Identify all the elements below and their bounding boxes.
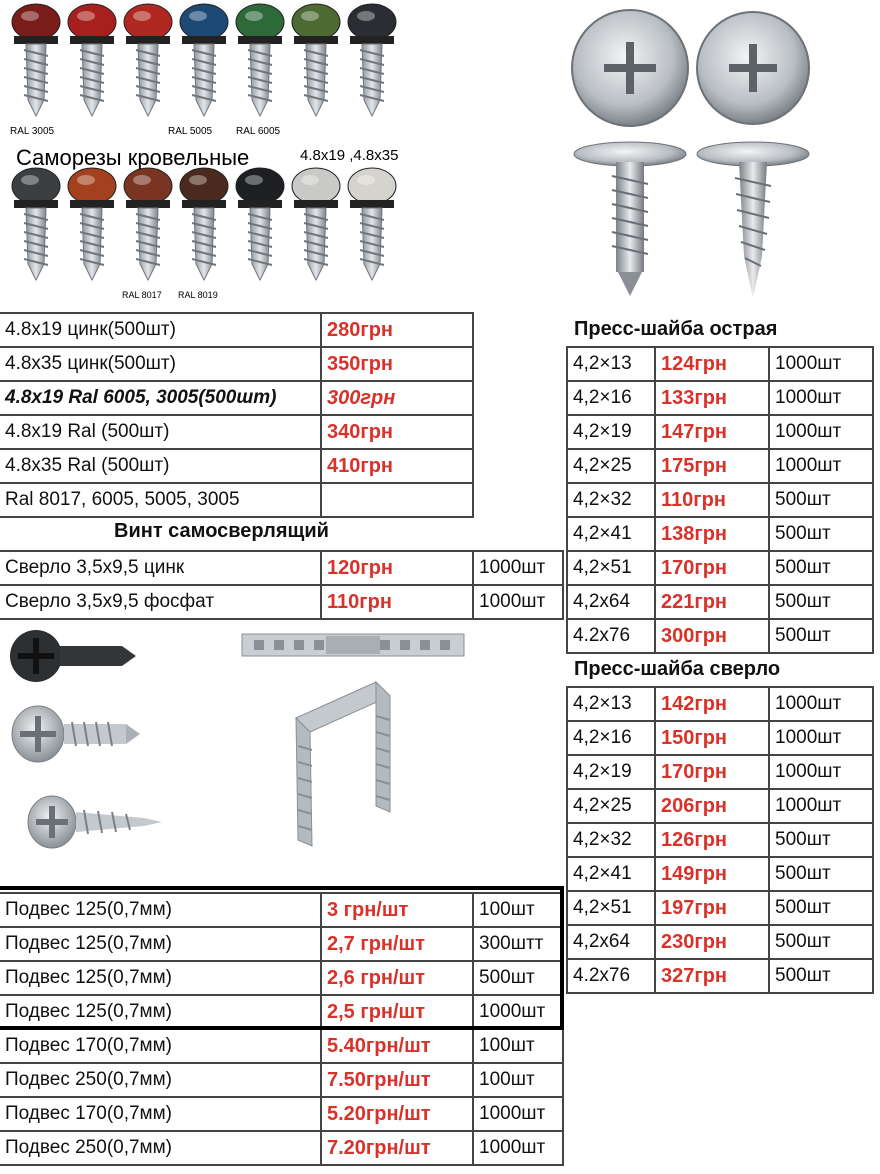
- press-sharp-row-price: 110грн: [654, 482, 770, 518]
- ral-label-8019: RAL 8019: [178, 290, 218, 300]
- press-drill-row-price: 149грн: [654, 856, 770, 892]
- podves-highlight-frame: [0, 886, 564, 1030]
- vint-row-qty: 1000шт: [472, 550, 564, 586]
- roofing-row-price: [320, 482, 474, 518]
- vint-row-name: Сверло 3,5х9,5 фосфат: [0, 584, 322, 620]
- ral-label-6005: RAL 6005: [236, 126, 281, 137]
- vint-row-qty: 1000шт: [472, 584, 564, 620]
- podves-row-qty: 1000шт: [472, 994, 564, 1030]
- press-drill-row-size: 4.2х76: [566, 958, 656, 994]
- press-drill-row-price: 206грн: [654, 788, 770, 824]
- press-sharp-row-qty: 500шт: [768, 584, 874, 620]
- press-drill-row-size: 4,2х64: [566, 924, 656, 960]
- roofing-row-price: 280грн: [320, 312, 474, 348]
- ral-label-5005: RAL 5005: [168, 126, 213, 137]
- podves-row-price: 2,6 грн/шт: [320, 960, 474, 996]
- press-sharp-row-qty: 500шт: [768, 516, 874, 552]
- press-drill-row-size: 4,2×41: [566, 856, 656, 892]
- podves-row-qty: 500шт: [472, 960, 564, 996]
- vint-row-name: Сверло 3,5х9,5 цинк: [0, 550, 322, 586]
- podves-row-price: 2,7 грн/шт: [320, 926, 474, 962]
- press-sharp-row-size: 4.2х76: [566, 618, 656, 654]
- screw-head-icon: [12, 4, 60, 40]
- press-drill-row-qty: 500шт: [768, 958, 874, 994]
- screw-head-icon: [124, 4, 172, 40]
- press-sharp-row-size: 4,2×13: [566, 346, 656, 382]
- roofing-title: Саморезы кровельные: [16, 145, 250, 170]
- podves-row-price: 5.20грн/шт: [320, 1096, 474, 1132]
- podves-row-qty: 100шт: [472, 1062, 564, 1098]
- press-sharp-row-price: 175грн: [654, 448, 770, 484]
- screw-head-icon: [68, 4, 116, 40]
- press-drill-row-price: 126грн: [654, 822, 770, 858]
- press-sharp-row-qty: 1000шт: [768, 380, 874, 416]
- press-sharp-row-size: 4,2×19: [566, 414, 656, 450]
- press-drill-row-size: 4,2×51: [566, 890, 656, 926]
- press-sharp-row-size: 4,2×51: [566, 550, 656, 586]
- press-drill-row-qty: 1000шт: [768, 720, 874, 756]
- press-sharp-row-price: 300грн: [654, 618, 770, 654]
- press-sharp-row-size: 4,2×16: [566, 380, 656, 416]
- roofing-row-name: 4.8х35 Ral (500шт): [0, 448, 322, 484]
- screw-head-icon: [348, 168, 396, 204]
- podves-row-qty: 1000шт: [472, 1130, 564, 1166]
- press-drill-row-qty: 1000шт: [768, 686, 874, 722]
- screw-head-icon: [348, 4, 396, 40]
- press-drill-row-qty: 500шт: [768, 856, 874, 892]
- press-sharp-heading: Пресс-шайба острая: [574, 318, 778, 340]
- screw-row-bottom: [12, 168, 396, 280]
- press-sharp-row-qty: 1000шт: [768, 414, 874, 450]
- podves-row-price: 7.20грн/шт: [320, 1130, 474, 1166]
- podves-row-qty: 1000шт: [472, 1096, 564, 1132]
- suspension-bracket-image: [240, 626, 470, 854]
- press-drill-row-qty: 500шт: [768, 924, 874, 960]
- podves-row-price: 5.40грн/шт: [320, 1028, 474, 1064]
- screw-head-icon: [180, 4, 228, 40]
- vint-heading: Винт самосверлящий: [114, 520, 329, 542]
- screw-row-top: [12, 4, 396, 116]
- press-sharp-row-price: 138грн: [654, 516, 770, 552]
- podves-row-price: 7.50грн/шт: [320, 1062, 474, 1098]
- press-sharp-row-size: 4,2×41: [566, 516, 656, 552]
- press-drill-row-qty: 1000шт: [768, 788, 874, 824]
- press-sharp-row-price: 147грн: [654, 414, 770, 450]
- press-drill-row-size: 4,2×13: [566, 686, 656, 722]
- press-sharp-row-price: 221грн: [654, 584, 770, 620]
- press-sharp-row-qty: 500шт: [768, 482, 874, 518]
- roofing-row-price: 300грн: [320, 380, 474, 416]
- press-sharp-row-size: 4,2×25: [566, 448, 656, 484]
- roofing-row-name: 4.8х35 цинк(500шт): [0, 346, 322, 382]
- podves-row-name: Подвес 170(0,7мм): [0, 1096, 322, 1132]
- ral-label-8017: RAL 8017: [122, 290, 162, 300]
- podves-row-price: 2,5 грн/шт: [320, 994, 474, 1030]
- vint-row-price: 110грн: [320, 584, 474, 620]
- roofing-screws-image: [0, 0, 402, 302]
- press-drill-row-size: 4,2×16: [566, 720, 656, 756]
- press-sharp-row-qty: 1000шт: [768, 346, 874, 382]
- screw-head-icon: [124, 168, 172, 204]
- screw-head-icon: [236, 168, 284, 204]
- roofing-sizes: 4.8х19 ,4.8х35: [300, 147, 399, 164]
- press-drill-row-size: 4,2×32: [566, 822, 656, 858]
- press-sharp-row-price: 170грн: [654, 550, 770, 586]
- roofing-row-price: 350грн: [320, 346, 474, 382]
- podves-row-name: Подвес 250(0,7мм): [0, 1130, 322, 1166]
- screw-head-icon: [236, 4, 284, 40]
- press-drill-row-size: 4,2×19: [566, 754, 656, 790]
- press-drill-row-price: 142грн: [654, 686, 770, 722]
- press-drill-row-qty: 1000шт: [768, 754, 874, 790]
- press-drill-row-price: 327грн: [654, 958, 770, 994]
- press-drill-row-price: 230грн: [654, 924, 770, 960]
- press-drill-row-qty: 500шт: [768, 822, 874, 858]
- roofing-row-name: 4.8х19 цинк(500шт): [0, 312, 322, 348]
- press-sharp-row-qty: 500шт: [768, 550, 874, 586]
- press-sharp-row-price: 124грн: [654, 346, 770, 382]
- press-sharp-row-qty: 1000шт: [768, 448, 874, 484]
- screw-head-icon: [68, 168, 116, 204]
- podves-row-name: Подвес 170(0,7мм): [0, 1028, 322, 1064]
- podves-row-qty: 100шт: [472, 1028, 564, 1064]
- podves-row-qty: 100шт: [472, 892, 564, 928]
- roofing-row-name: 4.8х19 Ral (500шт): [0, 414, 322, 450]
- press-sharp-row-size: 4,2х64: [566, 584, 656, 620]
- roofing-row-name: 4.8х19 Ral 6005, 3005(500шт): [0, 380, 322, 416]
- screw-head-icon: [292, 168, 340, 204]
- press-drill-row-size: 4,2×25: [566, 788, 656, 824]
- podves-row-name: Подвес 250(0,7мм): [0, 1062, 322, 1098]
- roofing-row-name: Ral 8017, 6005, 5005, 3005: [0, 482, 322, 518]
- press-sharp-row-size: 4,2×32: [566, 482, 656, 518]
- press-sharp-row-price: 133грн: [654, 380, 770, 416]
- roofing-row-price: 410грн: [320, 448, 474, 484]
- press-drill-heading: Пресс-шайба сверло: [574, 658, 781, 680]
- press-drill-row-price: 170грн: [654, 754, 770, 790]
- press-drill-row-price: 197грн: [654, 890, 770, 926]
- podves-row-name: Подвес 125(0,7мм): [0, 892, 322, 928]
- screw-head-icon: [12, 168, 60, 204]
- podves-row-price: 3 грн/шт: [320, 892, 474, 928]
- ral-label-3005: RAL 3005: [10, 126, 55, 137]
- press-drill-row-price: 150грн: [654, 720, 770, 756]
- press-drill-row-qty: 500шт: [768, 890, 874, 926]
- press-washer-screws-image: [568, 6, 814, 302]
- self-drilling-screws-image: [4, 626, 174, 866]
- roofing-row-price: 340грн: [320, 414, 474, 450]
- press-sharp-row-qty: 500шт: [768, 618, 874, 654]
- podves-row-name: Подвес 125(0,7мм): [0, 960, 322, 996]
- podves-row-qty: 300штт: [472, 926, 564, 962]
- screw-head-icon: [292, 4, 340, 40]
- podves-row-name: Подвес 125(0,7мм): [0, 994, 322, 1030]
- podves-row-name: Подвес 125(0,7мм): [0, 926, 322, 962]
- vint-row-price: 120грн: [320, 550, 474, 586]
- screw-head-icon: [180, 168, 228, 204]
